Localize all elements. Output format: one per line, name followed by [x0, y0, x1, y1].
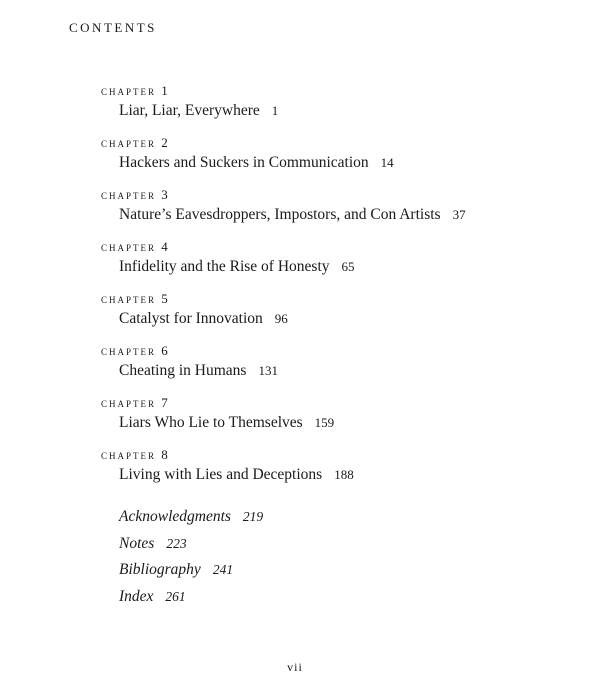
- chapter-entry[interactable]: [119, 205, 466, 225]
- toc-chapter-8: [101, 447, 561, 499]
- chapter-label: chapter 6: [101, 343, 170, 358]
- chapter-label: chapter 7: [101, 395, 170, 410]
- back-matter-list: [119, 507, 263, 613]
- chapter-entry[interactable]: [119, 101, 278, 121]
- chapter-page-number: 14: [380, 155, 394, 170]
- chapter-label: chapter 3: [101, 187, 170, 202]
- chapter-title: Hackers and Suckers in Communication: [119, 154, 369, 171]
- chapter-page-number: 96: [274, 311, 288, 326]
- chapter-label: chapter 1: [101, 83, 170, 98]
- back-matter-page-number: 261: [165, 588, 186, 604]
- page-title: contents: [69, 16, 157, 37]
- toc-chapter-7: [101, 395, 561, 447]
- chapter-entry[interactable]: [119, 257, 355, 277]
- chapter-title: Catalyst for Innovation: [119, 310, 263, 327]
- back-matter-title: Index: [119, 587, 154, 605]
- chapter-page-number: 37: [452, 207, 466, 222]
- chapter-entry[interactable]: [119, 309, 288, 329]
- toc-chapter-5: [101, 291, 561, 343]
- back-matter-page-number: 241: [212, 562, 234, 577]
- page-folio: vii: [287, 660, 303, 674]
- chapter-label: chapter 4: [101, 239, 170, 254]
- chapter-entry[interactable]: [119, 413, 334, 433]
- chapter-title: Infidelity and the Rise of Honesty: [119, 258, 330, 275]
- toc-chapter-2: [101, 135, 561, 187]
- chapter-label: chapter 5: [101, 291, 170, 306]
- chapter-title: Living with Lies and Deceptions: [119, 466, 323, 483]
- back-matter-bibliography[interactable]: [119, 560, 263, 587]
- back-matter-page-number: 219: [242, 509, 264, 524]
- chapter-page-number: 65: [341, 259, 355, 274]
- back-matter-page-number: 223: [166, 535, 187, 551]
- toc-chapter-6: [101, 343, 561, 395]
- back-matter-title: Acknowledgments: [119, 508, 231, 525]
- chapter-entry[interactable]: [119, 361, 278, 381]
- chapter-page-number: 188: [334, 467, 354, 482]
- chapter-title: Cheating in Humans: [119, 362, 247, 379]
- chapter-entry[interactable]: [119, 153, 394, 173]
- table-of-contents: [101, 83, 561, 499]
- back-matter-title: Bibliography: [119, 561, 201, 578]
- toc-chapter-3: [101, 187, 561, 239]
- chapter-page-number: 131: [258, 363, 278, 378]
- toc-chapter-1: [101, 83, 561, 135]
- toc-chapter-4: [101, 239, 561, 291]
- chapter-page-number: 159: [314, 415, 335, 430]
- back-matter-title: Notes: [119, 534, 155, 552]
- chapter-label: chapter 2: [101, 135, 170, 150]
- back-matter-index[interactable]: [119, 587, 263, 614]
- chapter-entry[interactable]: [119, 465, 354, 485]
- back-matter-acknowledgments[interactable]: [119, 507, 263, 534]
- chapter-label: chapter 8: [101, 447, 170, 462]
- chapter-title: Nature’s Eavesdroppers, Impostors, and Con Artists: [119, 206, 441, 223]
- chapter-page-number: 1: [271, 103, 279, 118]
- back-matter-notes[interactable]: [119, 534, 263, 561]
- chapter-title: Liars Who Lie to Themselves: [119, 414, 303, 431]
- chapter-title: Liar, Liar, Everywhere: [119, 102, 260, 119]
